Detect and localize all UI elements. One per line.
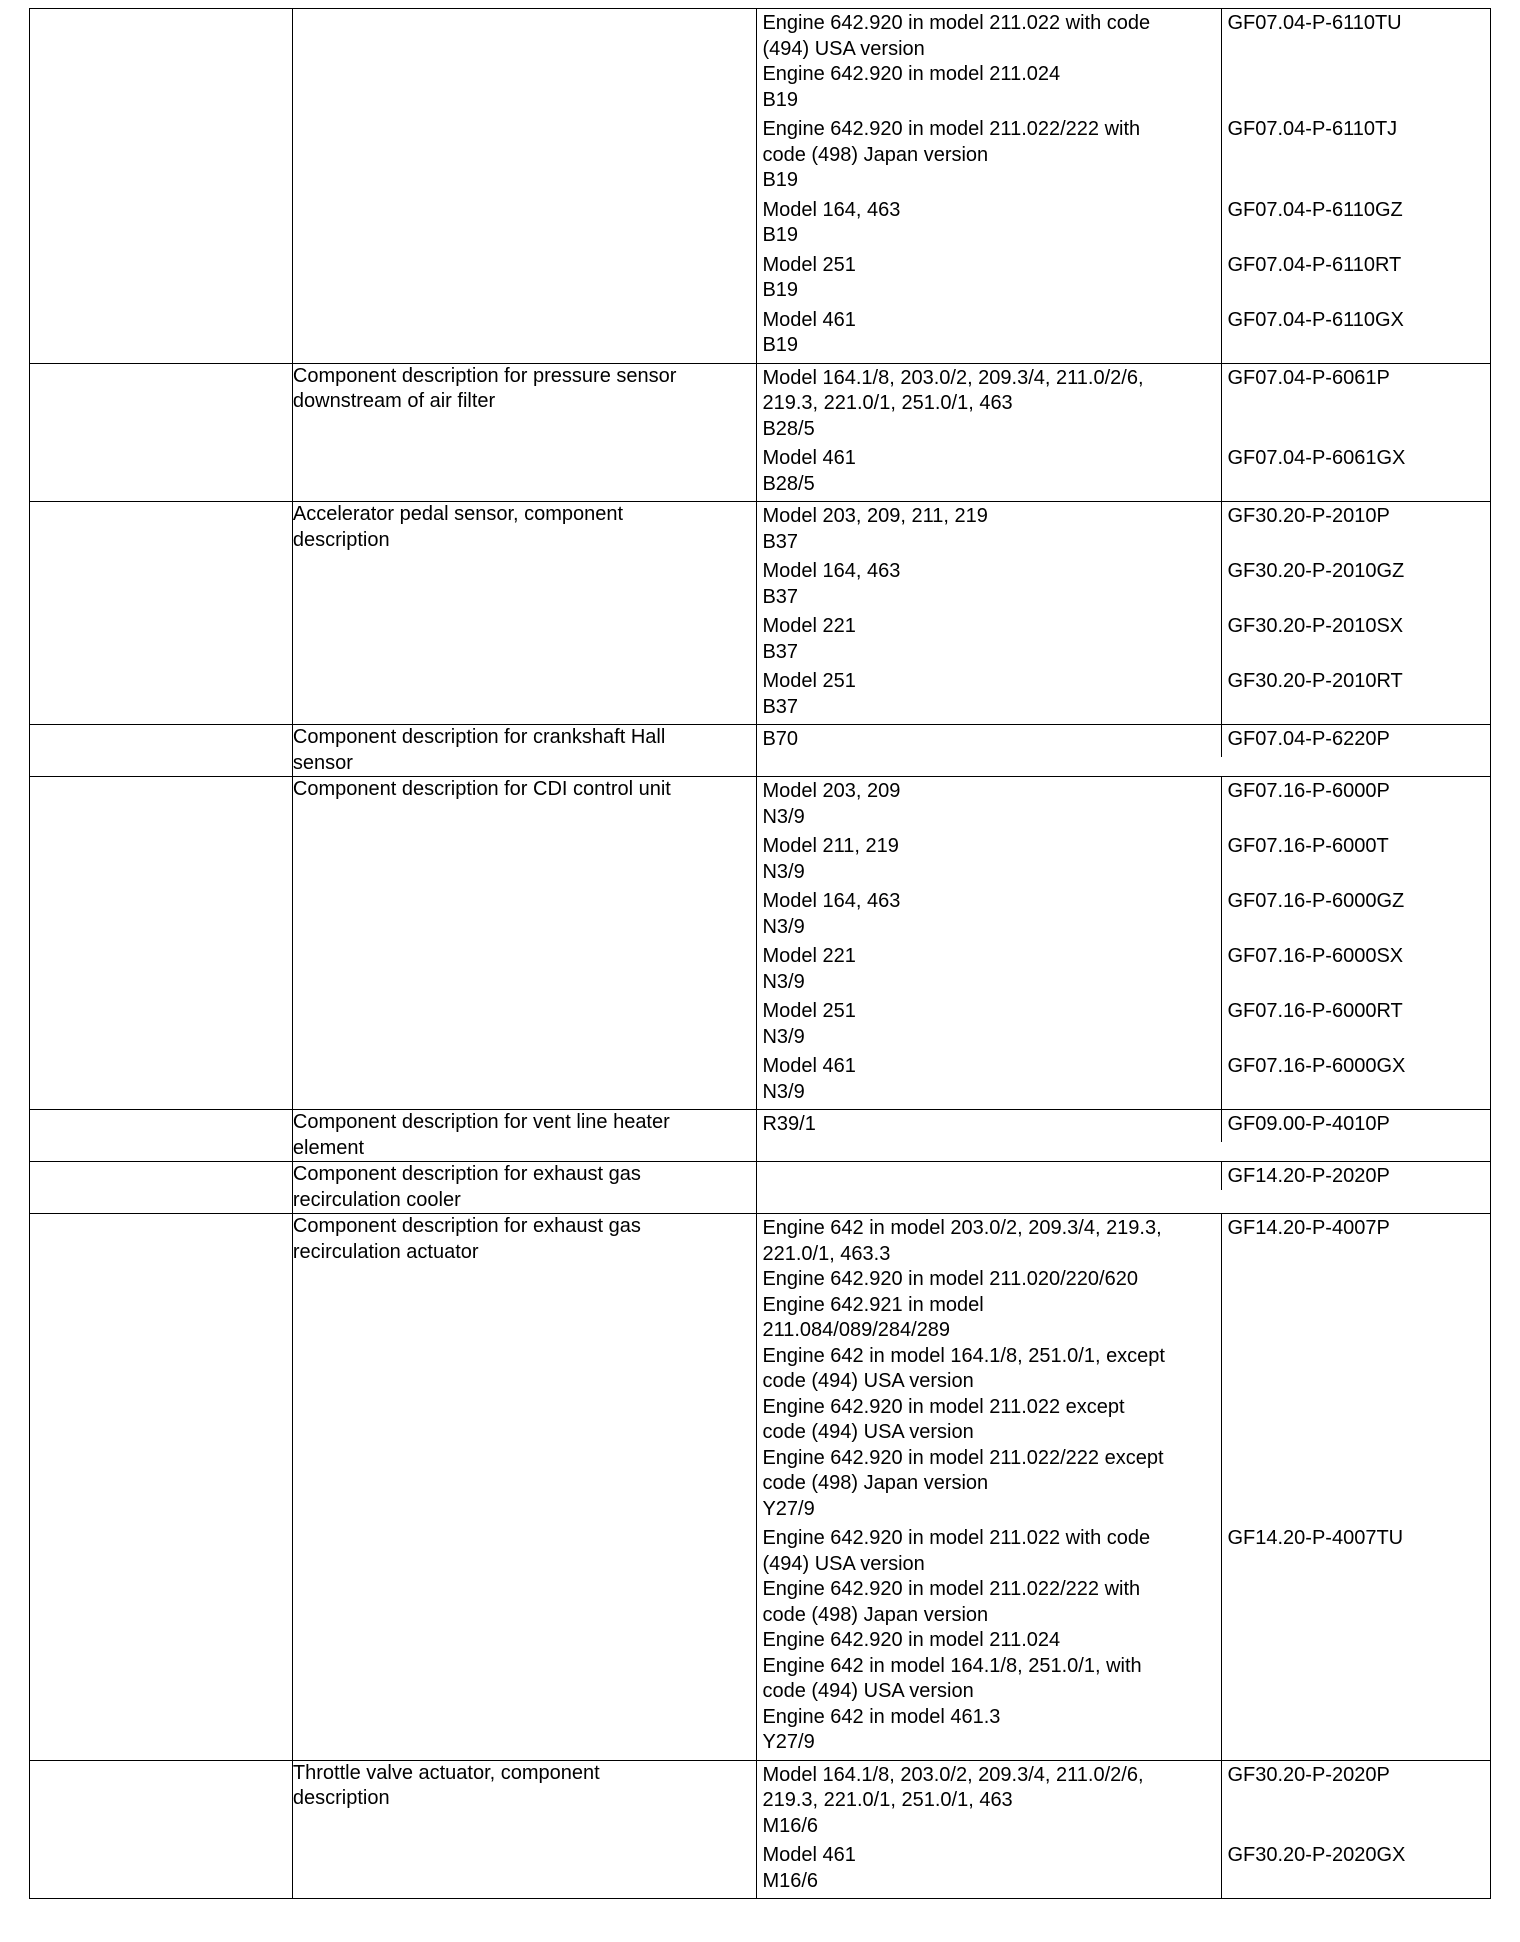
- model-line: Model 461: [762, 1844, 856, 1866]
- applicability-entry: [757, 1162, 1490, 1190]
- model-text: [757, 614, 1221, 669]
- model-line: Model 251: [762, 1000, 856, 1022]
- model-line: 219.3, 221.0/1, 251.0/1, 463: [762, 392, 1013, 414]
- model-line: Engine 642 in model 164.1/8, 251.0/1, except: [762, 1344, 1165, 1367]
- applicability-entry: [757, 117, 1490, 198]
- model-line: code (498) Japan version: [762, 1472, 989, 1494]
- model-line: B70: [762, 728, 799, 750]
- model-line: Model 164.1/8, 203.0/2, 209.3/4, 211.0/2/6,: [762, 366, 1144, 389]
- document-code: GF07.16-P-6000GZ: [1221, 889, 1490, 944]
- model-text: [757, 1214, 1221, 1526]
- description-line: element: [292, 1136, 365, 1159]
- description-line: Component description for pressure sensor: [292, 364, 677, 387]
- applicability-cell: [757, 777, 1491, 1110]
- applicability-entry: [757, 834, 1490, 889]
- applicability-entry: [757, 559, 1490, 614]
- model-line: 221.0/1, 463.3: [762, 1242, 891, 1265]
- model-line: B19: [762, 334, 799, 356]
- applicability-entry: [757, 308, 1490, 363]
- model-line: B28/5: [762, 472, 815, 495]
- description-line: Component description for exhaust gas: [292, 1215, 641, 1237]
- applicability-entry: [757, 944, 1490, 999]
- applicability-entry: [757, 614, 1490, 669]
- blank-cell: [30, 363, 293, 502]
- model-line: Model 221: [762, 615, 856, 637]
- model-line: Y27/9: [762, 1497, 815, 1520]
- document-code: GF30.20-P-2010GZ: [1221, 559, 1490, 614]
- model-line: code (494) USA version: [762, 1370, 974, 1392]
- document-code: GF30.20-P-2020P: [1221, 1761, 1490, 1844]
- component-description-cell: [292, 777, 757, 1110]
- model-line: Engine 642 in model 461.3: [762, 1705, 1001, 1728]
- document-code: GF07.04-P-6110GZ: [1221, 198, 1490, 253]
- model-line: Engine 642.920 in model 211.022/222 except: [762, 1446, 1164, 1469]
- model-line: Engine 642.920 in model 211.022 with code: [762, 12, 1151, 34]
- model-line: Model 164, 463: [762, 890, 901, 912]
- document-code: GF07.04-P-6220P: [1221, 725, 1490, 757]
- model-text: [757, 446, 1221, 501]
- model-text: [757, 1526, 1221, 1760]
- table-row: [30, 725, 1491, 777]
- component-description-cell: [292, 9, 757, 364]
- model-line: B19: [762, 224, 799, 246]
- table-row: [30, 1214, 1491, 1761]
- model-line: 219.3, 221.0/1, 251.0/1, 463: [762, 1789, 1013, 1811]
- model-line: B28/5: [762, 417, 815, 440]
- document-code: GF14.20-P-2020P: [1221, 1162, 1490, 1190]
- component-description-cell: [292, 1760, 757, 1899]
- table-row: [30, 1162, 1491, 1214]
- model-line: N3/9: [762, 860, 805, 883]
- blank-cell: [30, 9, 293, 364]
- model-line: Model 211, 219: [762, 835, 899, 857]
- description-line: recirculation actuator: [292, 1240, 479, 1263]
- model-text: [757, 777, 1221, 834]
- table-row: [30, 502, 1491, 725]
- model-line: Engine 642.920 in model 211.022 except: [762, 1395, 1125, 1418]
- model-text: [757, 834, 1221, 889]
- model-line: N3/9: [762, 970, 805, 993]
- applicability-entry: [757, 446, 1490, 501]
- model-text: [757, 889, 1221, 944]
- applicability-entry: [757, 1110, 1490, 1142]
- description-line: description: [292, 528, 390, 551]
- document-code: GF30.20-P-2020GX: [1221, 1843, 1490, 1898]
- description-line: Component description for vent line heater: [292, 1111, 670, 1133]
- model-line: Model 461: [762, 1055, 856, 1077]
- model-line: Engine 642 in model 164.1/8, 251.0/1, with: [762, 1654, 1142, 1677]
- model-text: [757, 9, 1221, 117]
- document-code: GF30.20-P-2010RT: [1221, 669, 1490, 724]
- component-description-cell: [292, 363, 757, 502]
- model-line: M16/6: [762, 1814, 819, 1837]
- model-text: [757, 669, 1221, 724]
- model-line: Engine 642.920 in model 211.022/222 with: [762, 118, 1141, 140]
- model-text: [757, 253, 1221, 308]
- blank-cell: [30, 502, 293, 725]
- model-line: Model 203, 209: [762, 780, 901, 802]
- model-line: Model 164.1/8, 203.0/2, 209.3/4, 211.0/2/6,: [762, 1763, 1144, 1786]
- component-description-cell: [292, 502, 757, 725]
- component-description-cell: [292, 1214, 757, 1761]
- document-code: GF30.20-P-2010SX: [1221, 614, 1490, 669]
- model-line: B37: [762, 585, 799, 608]
- applicability-entry: [757, 1526, 1490, 1760]
- model-text: [757, 502, 1221, 559]
- model-text: [757, 198, 1221, 253]
- description-line: description: [292, 1787, 390, 1809]
- model-text: [757, 364, 1221, 447]
- model-line: B37: [762, 695, 799, 718]
- description-line: Component description for exhaust gas: [292, 1163, 641, 1185]
- document-code: GF07.04-P-6110RT: [1221, 253, 1490, 308]
- component-description-cell: [292, 1110, 757, 1162]
- component-description-cell: [292, 1162, 757, 1214]
- applicability-cell: [757, 1110, 1491, 1162]
- description-line: Component description for crankshaft Hall: [292, 726, 666, 748]
- model-line: M16/6: [762, 1869, 819, 1892]
- model-line: code (498) Japan version: [762, 143, 989, 166]
- model-line: B37: [762, 530, 799, 553]
- model-line: Engine 642.920 in model 211.020/220/620: [762, 1268, 1138, 1290]
- document-code: GF07.16-P-6000RT: [1221, 999, 1490, 1054]
- model-line: R39/1: [762, 1113, 816, 1135]
- applicability-cell: [757, 9, 1491, 364]
- applicability-cell: [757, 1214, 1491, 1761]
- description-line: recirculation cooler: [292, 1188, 461, 1211]
- model-text: [757, 1162, 1221, 1190]
- model-line: (494) USA version: [762, 1552, 925, 1575]
- model-line: B19: [762, 88, 799, 111]
- model-line: Model 251: [762, 253, 856, 276]
- applicability-entry: [757, 502, 1490, 559]
- model-line: Engine 642 in model 203.0/2, 209.3/4, 219.3,: [762, 1217, 1162, 1239]
- document-table: [29, 8, 1491, 1899]
- model-line: Engine 642.921 in model: [762, 1293, 984, 1316]
- model-line: Model 203, 209, 211, 219: [762, 505, 988, 527]
- blank-cell: [30, 1162, 293, 1214]
- applicability-cell: [757, 725, 1491, 777]
- model-line: Engine 642.920 in model 211.022/222 with: [762, 1578, 1141, 1600]
- model-line: N3/9: [762, 805, 805, 828]
- applicability-cell: [757, 1760, 1491, 1899]
- applicability-entry: [757, 777, 1490, 834]
- model-line: Model 461: [762, 308, 856, 331]
- applicability-entry: [757, 999, 1490, 1054]
- applicability-entry: [757, 1054, 1490, 1109]
- applicability-entry: [757, 889, 1490, 944]
- table-row: [30, 1760, 1491, 1899]
- model-text: [757, 308, 1221, 363]
- table-row: [30, 777, 1491, 1110]
- model-line: Model 221: [762, 945, 856, 967]
- applicability-entry: [757, 9, 1490, 117]
- model-text: [757, 944, 1221, 999]
- model-line: N3/9: [762, 1080, 805, 1103]
- applicability-entry: [757, 1214, 1490, 1526]
- applicability-entry: [757, 198, 1490, 253]
- table-row: [30, 363, 1491, 502]
- applicability-entry: [757, 253, 1490, 308]
- model-text: [757, 999, 1221, 1054]
- model-text: [757, 1843, 1221, 1898]
- document-code: GF30.20-P-2010P: [1221, 502, 1490, 559]
- applicability-entry: [757, 725, 1490, 757]
- model-line: B19: [762, 169, 799, 191]
- applicability-entry: [757, 1761, 1490, 1844]
- blank-cell: [30, 1110, 293, 1162]
- blank-cell: [30, 1760, 293, 1899]
- document-code: GF07.04-P-6110GX: [1221, 308, 1490, 363]
- model-text: [757, 1110, 1221, 1142]
- model-text: [757, 1054, 1221, 1109]
- document-code: GF07.16-P-6000SX: [1221, 944, 1490, 999]
- model-line: code (494) USA version: [762, 1680, 974, 1702]
- model-line: Model 164, 463: [762, 560, 901, 582]
- component-description-cell: [292, 725, 757, 777]
- applicability-entry: [757, 364, 1490, 447]
- model-text: [757, 1761, 1221, 1844]
- model-text: [757, 117, 1221, 198]
- model-line: code (494) USA version: [762, 1421, 974, 1443]
- model-line: B37: [762, 640, 799, 663]
- description-line: Accelerator pedal sensor, component: [292, 503, 624, 525]
- model-line: B19: [762, 279, 799, 301]
- model-text: [757, 725, 1221, 757]
- blank-cell: [30, 1214, 293, 1761]
- applicability-cell: [757, 363, 1491, 502]
- applicability-cell: [757, 1162, 1491, 1214]
- model-line: Y27/9: [762, 1731, 815, 1753]
- blank-cell: [30, 777, 293, 1110]
- applicability-entry: [757, 669, 1490, 724]
- table-row: [30, 9, 1491, 364]
- document-code: GF07.16-P-6000P: [1221, 777, 1490, 834]
- blank-cell: [30, 725, 293, 777]
- description-line: downstream of air filter: [292, 390, 496, 412]
- model-line: N3/9: [762, 1025, 805, 1048]
- applicability-cell: [757, 502, 1491, 725]
- model-line: Engine 642.920 in model 211.024: [762, 1629, 1061, 1651]
- model-line: Model 251: [762, 670, 856, 692]
- document-code: GF07.16-P-6000GX: [1221, 1054, 1490, 1109]
- model-text: [757, 559, 1221, 614]
- model-line: Engine 642.920 in model 211.022 with code: [762, 1527, 1151, 1549]
- model-line: Engine 642.920 in model 211.024: [762, 63, 1061, 85]
- model-line: Model 461: [762, 447, 856, 469]
- model-line: code (498) Japan version: [762, 1603, 989, 1626]
- document-code: GF07.04-P-6110TU: [1221, 9, 1490, 117]
- model-line: Model 164, 463: [762, 198, 901, 221]
- document-code: GF09.00-P-4010P: [1221, 1110, 1490, 1142]
- applicability-entry: [757, 1843, 1490, 1898]
- document-code: GF14.20-P-4007TU: [1221, 1526, 1490, 1760]
- model-line: (494) USA version: [762, 37, 925, 60]
- model-line: 211.084/089/284/289: [762, 1319, 951, 1341]
- document-code: GF07.04-P-6110TJ: [1221, 117, 1490, 198]
- document-code: GF07.04-P-6061GX: [1221, 446, 1490, 501]
- document-code: GF07.16-P-6000T: [1221, 834, 1490, 889]
- table-row: [30, 1110, 1491, 1162]
- description-line: sensor: [292, 751, 353, 774]
- document-code: GF07.04-P-6061P: [1221, 364, 1490, 447]
- description-line: Throttle valve actuator, component: [292, 1761, 600, 1784]
- description-line: Component description for CDI control unit: [292, 778, 671, 800]
- model-line: N3/9: [762, 915, 805, 938]
- document-code: GF14.20-P-4007P: [1221, 1214, 1490, 1526]
